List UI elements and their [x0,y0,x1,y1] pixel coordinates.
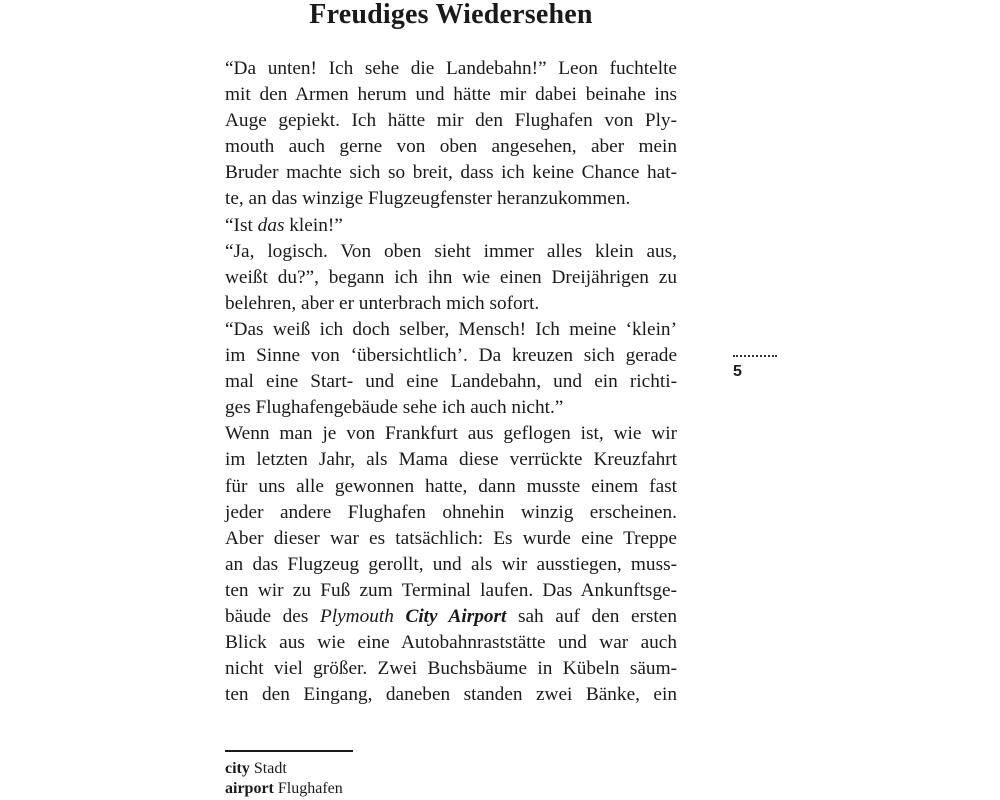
text-line [225,239,677,265]
text-run: mit den Armen herum und hätte mir dabei beinahe ins [225,84,677,106]
text-line [225,421,677,447]
text-line [225,343,677,369]
text-run: Auge gepiekt. Ich hätte mir den Flughafen von Ply- [225,110,677,132]
text-line [225,213,677,239]
text-line [225,526,677,552]
text-run: “Ja, logisch. Von oben sieht immer alles klein aus, [225,240,677,262]
text-run: jeder andere Flughafen ohnehin winzig erscheinen. [225,501,677,523]
glossary-entry [225,759,525,779]
glossary-term-inline: City Airport [405,605,507,627]
text-run: weißt du?”, begann ich ihn wie einen Dreijährigen zu [225,266,677,288]
text-run: klein!” [284,214,343,236]
text-run: “Da unten! Ich sehe die Landebahn!” Leon fuchtelte [225,58,677,79]
text-run: “Das weiß ich doch selber, Mensch! Ich meine ‘klein’ [225,318,677,340]
text-line [225,82,677,108]
text-run: für uns alle gewonnen hatte, dann musste einem fast [225,475,677,497]
text-run: ges Flughafengebäude sehe ich auch nicht.” [225,397,564,419]
text-run: te, an das winzige Flugzeugfenster heranzukommen. [225,188,631,210]
text-line [225,656,677,682]
text-line [225,317,677,343]
text-run: Wenn man je von Frankfurt aus geflogen ist, wie wir [225,423,677,445]
text-line [225,447,677,473]
text-line [225,552,677,578]
text-run [394,606,406,627]
glossary-term: airport [225,780,274,797]
text-line [225,369,677,395]
text-run: mal eine Start- und eine Landebahn, und ein richti- [225,371,677,393]
glossary-translation: Flughafen [277,780,343,797]
text-line [225,265,677,291]
text-run: im letzten Jahr, als Mama diese verrückte Kreuzfahrt [225,449,677,471]
text-line [225,291,677,317]
text-line [225,56,677,82]
text-run: bäude des [225,605,320,627]
page-number: 5 [733,363,742,380]
text-line [225,500,677,526]
text-line [225,682,677,708]
text-line [225,160,677,186]
text-line [225,578,677,604]
text-run: ten wir zu Fuß zum Terminal laufen. Das Ankunftsge- [225,579,677,601]
text-line [225,604,677,630]
text-run: Aber dieser war es tatsächlich: Es wurde eine Treppe [225,527,677,549]
text-line [225,108,677,134]
text-run: an das Flugzeug gerollt, und als wir ausstiegen, muss- [225,553,677,575]
text-line [225,474,677,500]
text-run: “Ist [225,214,258,236]
text-run: nicht viel größer. Zwei Buchsbäume in Kübeln säum- [225,658,677,680]
glossary-translation: Stadt [253,760,287,777]
glossary-entry [225,779,525,799]
italic-text: Plymouth [319,605,394,627]
text-line [225,630,677,656]
text-run: sah auf den ersten [506,605,677,627]
text-run: im Sinne von ‘übersichtlich’. Da kreuzen sich gerade [225,345,677,367]
text-run: belehren, aber er unterbrach mich sofort. [225,292,540,314]
text-run: mouth auch gerne von oben angesehen, aber mein [225,136,677,158]
chapter-title: Freudiges Wiedersehen [309,0,593,30]
text-run: ten den Eingang, daneben standen zwei Bänke, ein [225,684,677,706]
body-text [225,56,677,708]
glossary [225,759,525,799]
glossary-term: city [225,760,250,777]
page-marker [733,355,778,380]
text-run: Bruder machte sich so breit, dass ich keine Chance hat- [225,162,677,184]
text-line [225,134,677,160]
footnote-rule [225,750,353,752]
page-marker-dots [733,355,777,360]
text-line [225,395,677,421]
text-line [225,186,677,212]
italic-text: das [257,214,285,236]
text-run: Blick aus wie eine Autobahnraststätte und war auch [225,632,677,654]
